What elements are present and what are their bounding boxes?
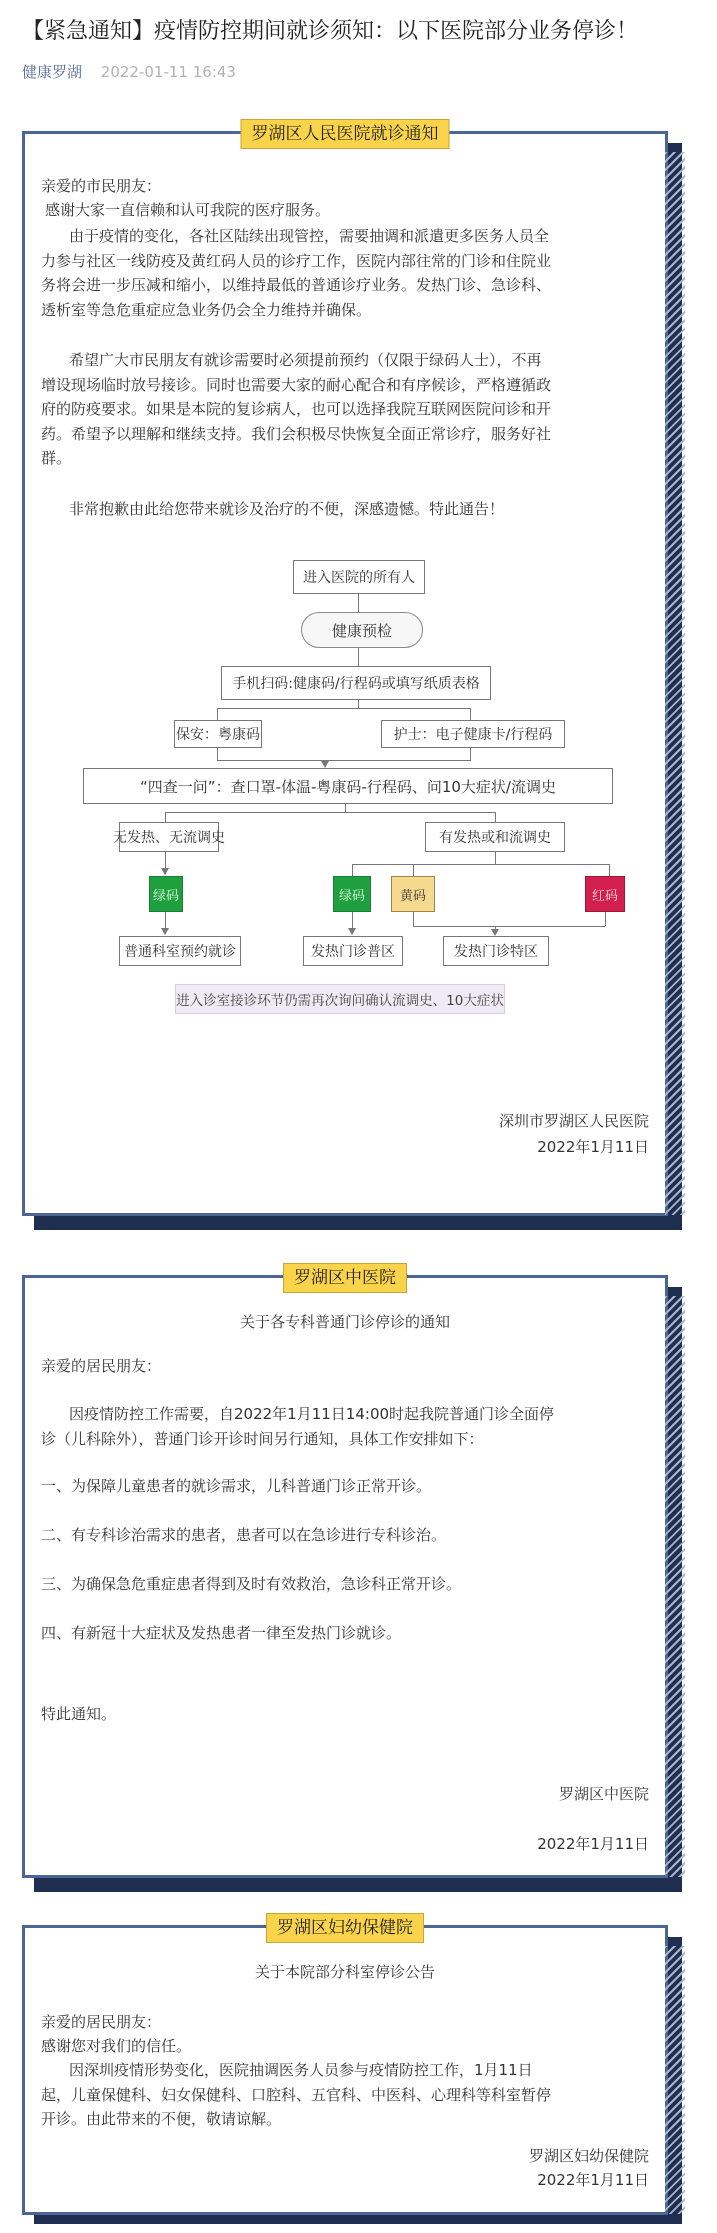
card-stripe-decoration <box>665 1296 685 1877</box>
flow-security-check: 保安：粤康码 <box>174 720 262 748</box>
notice-heading: 关于各专科普通门诊停诊的通知 <box>239 1313 450 1331</box>
flow-yellow-code: 黄码 <box>391 876 435 912</box>
card-stripe-decoration <box>665 1946 685 2214</box>
signature-org: 深圳市罗湖区人民医院 <box>498 1112 649 1130</box>
list-item-3: 三、为确保急危重症患者得到及时有效救治，急诊科正常开诊。 <box>41 1575 462 1593</box>
paragraph-2-line: 希望广大市民朋友有就诊需要时必须提前预约（仅限于绿码人士），不再 <box>69 351 542 369</box>
flow-general-clinic: 普通科室预约就诊 <box>119 936 241 966</box>
paragraph-2-line: 增设现场临时放号接诊。同时也需要大家的耐心配合和有序候诊，严格遵循政 <box>41 375 552 394</box>
list-item-1: 一、为保障儿童患者的就诊需求，儿科普通门诊正常开诊。 <box>41 1477 432 1495</box>
thanks-line: 感谢您对我们的信任。 <box>41 2037 192 2055</box>
paragraph-1 <box>41 2058 661 2132</box>
greeting: 亲爱的市民朋友： <box>41 177 162 195</box>
signature-date: 2022年1月11日 <box>537 1138 649 1156</box>
paragraph-3: 非常抱歉由此给您带来就诊及治疗的不便，深感遗憾。特此通告！ <box>69 500 505 518</box>
account-name-link[interactable]: 健康罗湖 <box>22 63 83 81</box>
card-title-badge: 罗湖区人民医院就诊通知 <box>241 119 450 149</box>
paragraph-1 <box>41 224 661 322</box>
paragraph-1 <box>41 1402 661 1451</box>
list-item-4: 四、有新冠十大症状及发热患者一律至发热门诊就诊。 <box>41 1624 402 1642</box>
greeting: 亲爱的居民朋友： <box>41 2013 162 2031</box>
greeting: 亲爱的居民朋友： <box>41 1357 162 1375</box>
flow-green-code-fever: 绿码 <box>333 876 371 912</box>
flow-has-fever: 有发热或和流调史 <box>425 822 565 852</box>
flow-fever-special-area: 发热门诊特区 <box>443 936 549 966</box>
paragraph-1-line: 由于疫情的变化，各社区陆续出现管控，需要抽调和派遣更多医务人员全 <box>69 227 550 245</box>
paragraph-1-line: 因疫情防控工作需要，自2022年1月11日14:00时起我院普通门诊全面停 <box>69 1405 555 1423</box>
notice-card-maternal-child-hospital <box>22 1918 668 2215</box>
card-title-badge: 罗湖区中医院 <box>283 1263 407 1293</box>
paragraph-2-line: 群。 <box>41 449 72 467</box>
paragraph-1-line: 透析室等急危重症应急业务仍会全力维持并确保。 <box>41 300 372 319</box>
paragraph-1-line: 诊（儿科除外），普通门诊开诊时间另行通知，具体工作安排如下： <box>41 1429 484 1448</box>
flow-green-code: 绿码 <box>149 876 183 912</box>
notice-card-people-hospital <box>22 124 668 1216</box>
flow-no-fever: 无发热、无流调史 <box>119 822 219 852</box>
card-title-badge: 罗湖区妇幼保健院 <box>266 1913 424 1943</box>
paragraph-1-line: 开诊。由此带来的不便，敬请谅解。 <box>41 2110 282 2128</box>
closing: 特此通知。 <box>41 1705 117 1723</box>
article-title: 【紧急通知】疫情防控期间就诊须知：以下医院部分业务停诊！ <box>22 19 639 44</box>
paragraph-1-line: 力参与社区一线防疫及黄红码人员的诊疗工作，医院内部往常的门诊和住院业 <box>41 251 552 270</box>
flow-fever-general-area: 发热门诊普区 <box>303 936 403 966</box>
flow-health-check: 健康预检 <box>301 612 423 648</box>
flow-four-checks: “四查一问”：查口罩-体温-粤康码-行程码、问10大症状/流调史 <box>83 768 613 804</box>
flow-all-people: 进入医院的所有人 <box>293 560 425 594</box>
list-item-2: 二、有专科诊治需求的患者，患者可以在急诊进行专科诊治。 <box>41 1526 447 1544</box>
paragraph-1-line: 务将会进一步压减和缩小，以维持最低的普通诊疗业务。发热门诊、急诊科、 <box>41 276 552 294</box>
flow-scan-code: 手机扫码:健康码/行程码或填写纸质表格 <box>221 666 491 700</box>
paragraph-2-line: 药。希望予以理解和继续支持。我们会积极尽快恢复全面正常诊疗，服务好社 <box>41 424 552 443</box>
notice-card-tcm-hospital <box>22 1268 668 1878</box>
flow-nurse-check: 护士：电子健康卡/行程码 <box>381 720 565 748</box>
paragraph-1-line: 起，儿童保健科、妇女保健科、口腔科、五官科、中医科、心理科等科室暂停 <box>41 2085 552 2104</box>
notice-heading: 关于本院部分科室停诊公告 <box>254 1963 435 1981</box>
article-meta <box>22 61 236 82</box>
paragraph-1-line: 因深圳疫情形势变化，医院抽调医务人员参与疫情防控工作，1月11日 <box>69 2061 533 2079</box>
publish-time: 2022-01-11 16:43 <box>100 63 236 81</box>
thanks-line: 感谢大家一直信赖和认可我院的医疗服务。 <box>45 201 331 219</box>
flow-red-code: 红码 <box>585 876 625 912</box>
paragraph-2-line: 府的防疫要求。如果是本院的复诊病人，也可以选择我院互联网医院问诊和开 <box>41 400 552 418</box>
card-stripe-decoration <box>665 152 685 1215</box>
paragraph-2 <box>41 348 661 471</box>
signature-org: 罗湖区妇幼保健院 <box>528 2147 649 2165</box>
signature-org: 罗湖区中医院 <box>558 1785 649 1803</box>
signature-date: 2022年1月11日 <box>537 2171 649 2189</box>
flow-note: 进入诊室接诊环节仍需再次询问确认流调史、10大症状 <box>175 984 505 1014</box>
signature-date: 2022年1月11日 <box>537 1835 649 1853</box>
